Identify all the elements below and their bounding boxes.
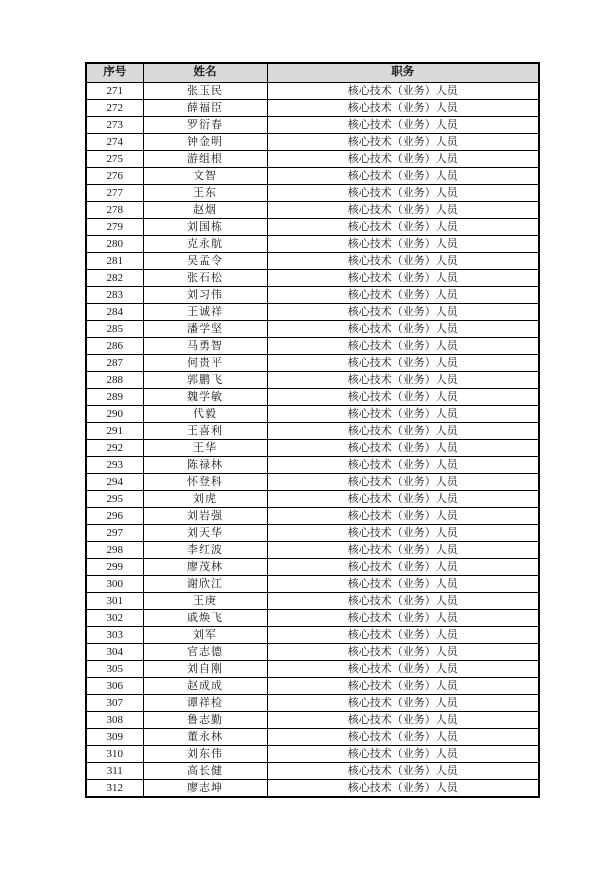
table-row bbox=[86, 678, 539, 695]
table-row bbox=[86, 253, 539, 270]
position-cell: 核心技术（业务）人员 bbox=[267, 83, 539, 100]
position-cell: 核心技术（业务）人员 bbox=[267, 389, 539, 406]
table-row bbox=[86, 100, 539, 117]
name-cell: 高长健 bbox=[143, 763, 267, 780]
position-cell: 核心技术（业务）人员 bbox=[267, 508, 539, 525]
name-cell: 张玉民 bbox=[143, 83, 267, 100]
table-row bbox=[86, 304, 539, 321]
table-row bbox=[86, 202, 539, 219]
table-row bbox=[86, 593, 539, 610]
table-row bbox=[86, 372, 539, 389]
table-row bbox=[86, 559, 539, 576]
serial-number-cell: 303 bbox=[86, 627, 143, 644]
table-header-row bbox=[86, 63, 539, 83]
name-cell: 王诚祥 bbox=[143, 304, 267, 321]
serial-number-cell: 291 bbox=[86, 423, 143, 440]
serial-number-cell: 281 bbox=[86, 253, 143, 270]
table-row bbox=[86, 661, 539, 678]
serial-number-cell: 294 bbox=[86, 474, 143, 491]
name-cell: 潘学坚 bbox=[143, 321, 267, 338]
serial-number-cell: 299 bbox=[86, 559, 143, 576]
name-cell: 王东 bbox=[143, 185, 267, 202]
name-cell: 戚焕飞 bbox=[143, 610, 267, 627]
serial-number-cell: 286 bbox=[86, 338, 143, 355]
table-row bbox=[86, 338, 539, 355]
name-cell: 郭鹏飞 bbox=[143, 372, 267, 389]
name-cell: 文智 bbox=[143, 168, 267, 185]
name-cell: 王华 bbox=[143, 440, 267, 457]
position-cell: 核心技术（业务）人员 bbox=[267, 661, 539, 678]
position-cell: 核心技术（业务）人员 bbox=[267, 440, 539, 457]
serial-number-cell: 289 bbox=[86, 389, 143, 406]
table-row bbox=[86, 117, 539, 134]
position-cell: 核心技术（业务）人员 bbox=[267, 117, 539, 134]
table-row bbox=[86, 491, 539, 508]
table-row bbox=[86, 763, 539, 780]
name-cell: 鲁志勤 bbox=[143, 712, 267, 729]
name-cell: 官志德 bbox=[143, 644, 267, 661]
column-header-serial-number: 序号 bbox=[86, 63, 143, 83]
table-row bbox=[86, 712, 539, 729]
name-cell: 王庚 bbox=[143, 593, 267, 610]
name-cell: 刘岩强 bbox=[143, 508, 267, 525]
name-cell: 代毅 bbox=[143, 406, 267, 423]
name-cell: 李红波 bbox=[143, 542, 267, 559]
position-cell: 核心技术（业务）人员 bbox=[267, 304, 539, 321]
name-cell: 刘东伟 bbox=[143, 746, 267, 763]
name-cell: 何贵平 bbox=[143, 355, 267, 372]
position-cell: 核心技术（业务）人员 bbox=[267, 202, 539, 219]
name-cell: 赵烟 bbox=[143, 202, 267, 219]
position-cell: 核心技术（业务）人员 bbox=[267, 185, 539, 202]
serial-number-cell: 305 bbox=[86, 661, 143, 678]
name-cell: 刘天华 bbox=[143, 525, 267, 542]
serial-number-cell: 282 bbox=[86, 270, 143, 287]
serial-number-cell: 279 bbox=[86, 219, 143, 236]
serial-number-cell: 285 bbox=[86, 321, 143, 338]
serial-number-cell: 283 bbox=[86, 287, 143, 304]
table-row bbox=[86, 151, 539, 168]
table-row bbox=[86, 406, 539, 423]
name-cell: 吴孟令 bbox=[143, 253, 267, 270]
table-row bbox=[86, 83, 539, 100]
name-cell: 刘国栋 bbox=[143, 219, 267, 236]
serial-number-cell: 301 bbox=[86, 593, 143, 610]
name-cell: 钟金明 bbox=[143, 134, 267, 151]
table-row bbox=[86, 440, 539, 457]
table-row bbox=[86, 423, 539, 440]
position-cell: 核心技术（业务）人员 bbox=[267, 287, 539, 304]
table-row bbox=[86, 780, 539, 798]
serial-number-cell: 295 bbox=[86, 491, 143, 508]
position-cell: 核心技术（业务）人员 bbox=[267, 491, 539, 508]
position-cell: 核心技术（业务）人员 bbox=[267, 695, 539, 712]
table-row bbox=[86, 508, 539, 525]
serial-number-cell: 288 bbox=[86, 372, 143, 389]
position-cell: 核心技术（业务）人员 bbox=[267, 763, 539, 780]
serial-number-cell: 300 bbox=[86, 576, 143, 593]
position-cell: 核心技术（业务）人员 bbox=[267, 134, 539, 151]
position-cell: 核心技术（业务）人员 bbox=[267, 406, 539, 423]
name-cell: 刘自刚 bbox=[143, 661, 267, 678]
table-row bbox=[86, 525, 539, 542]
serial-number-cell: 272 bbox=[86, 100, 143, 117]
position-cell: 核心技术（业务）人员 bbox=[267, 729, 539, 746]
serial-number-cell: 307 bbox=[86, 695, 143, 712]
name-cell: 谢欣江 bbox=[143, 576, 267, 593]
serial-number-cell: 306 bbox=[86, 678, 143, 695]
serial-number-cell: 311 bbox=[86, 763, 143, 780]
table-row bbox=[86, 695, 539, 712]
name-cell: 游组根 bbox=[143, 151, 267, 168]
table-row bbox=[86, 627, 539, 644]
column-header-name: 姓名 bbox=[143, 63, 267, 83]
table-row bbox=[86, 134, 539, 151]
name-cell: 薛福臣 bbox=[143, 100, 267, 117]
table-row bbox=[86, 185, 539, 202]
table-row bbox=[86, 610, 539, 627]
serial-number-cell: 312 bbox=[86, 780, 143, 798]
serial-number-cell: 278 bbox=[86, 202, 143, 219]
table-row bbox=[86, 576, 539, 593]
table-row bbox=[86, 236, 539, 253]
name-cell: 罗衍春 bbox=[143, 117, 267, 134]
name-cell: 廖志坤 bbox=[143, 780, 267, 798]
table-row bbox=[86, 287, 539, 304]
table-row bbox=[86, 168, 539, 185]
position-cell: 核心技术（业务）人员 bbox=[267, 338, 539, 355]
serial-number-cell: 309 bbox=[86, 729, 143, 746]
position-cell: 核心技术（业务）人员 bbox=[267, 253, 539, 270]
name-cell: 刘虎 bbox=[143, 491, 267, 508]
table-body bbox=[86, 83, 539, 798]
serial-number-cell: 277 bbox=[86, 185, 143, 202]
table-row bbox=[86, 746, 539, 763]
table-row bbox=[86, 457, 539, 474]
position-cell: 核心技术（业务）人员 bbox=[267, 151, 539, 168]
serial-number-cell: 298 bbox=[86, 542, 143, 559]
table-row bbox=[86, 355, 539, 372]
position-cell: 核心技术（业务）人员 bbox=[267, 423, 539, 440]
position-cell: 核心技术（业务）人员 bbox=[267, 627, 539, 644]
serial-number-cell: 284 bbox=[86, 304, 143, 321]
name-cell: 赵成成 bbox=[143, 678, 267, 695]
serial-number-cell: 304 bbox=[86, 644, 143, 661]
position-cell: 核心技术（业务）人员 bbox=[267, 236, 539, 253]
name-cell: 董永林 bbox=[143, 729, 267, 746]
position-cell: 核心技术（业务）人员 bbox=[267, 542, 539, 559]
name-cell: 廖茂林 bbox=[143, 559, 267, 576]
table-row bbox=[86, 542, 539, 559]
name-cell: 马勇智 bbox=[143, 338, 267, 355]
position-cell: 核心技术（业务）人员 bbox=[267, 219, 539, 236]
position-cell: 核心技术（业务）人员 bbox=[267, 678, 539, 695]
serial-number-cell: 275 bbox=[86, 151, 143, 168]
position-cell: 核心技术（业务）人员 bbox=[267, 100, 539, 117]
table-row bbox=[86, 270, 539, 287]
table-row bbox=[86, 729, 539, 746]
position-cell: 核心技术（业务）人员 bbox=[267, 712, 539, 729]
position-cell: 核心技术（业务）人员 bbox=[267, 644, 539, 661]
serial-number-cell: 308 bbox=[86, 712, 143, 729]
position-cell: 核心技术（业务）人员 bbox=[267, 559, 539, 576]
table-row bbox=[86, 219, 539, 236]
position-cell: 核心技术（业务）人员 bbox=[267, 610, 539, 627]
table-row bbox=[86, 321, 539, 338]
serial-number-cell: 287 bbox=[86, 355, 143, 372]
name-cell: 谭祥检 bbox=[143, 695, 267, 712]
position-cell: 核心技术（业务）人员 bbox=[267, 746, 539, 763]
column-header-position: 职务 bbox=[267, 63, 539, 83]
serial-number-cell: 274 bbox=[86, 134, 143, 151]
position-cell: 核心技术（业务）人员 bbox=[267, 168, 539, 185]
serial-number-cell: 292 bbox=[86, 440, 143, 457]
position-cell: 核心技术（业务）人员 bbox=[267, 525, 539, 542]
name-cell: 魏学敏 bbox=[143, 389, 267, 406]
table-row bbox=[86, 644, 539, 661]
position-cell: 核心技术（业务）人员 bbox=[267, 270, 539, 287]
position-cell: 核心技术（业务）人员 bbox=[267, 372, 539, 389]
name-cell: 刘习伟 bbox=[143, 287, 267, 304]
serial-number-cell: 293 bbox=[86, 457, 143, 474]
name-cell: 怀登科 bbox=[143, 474, 267, 491]
position-cell: 核心技术（业务）人员 bbox=[267, 593, 539, 610]
position-cell: 核心技术（业务）人员 bbox=[267, 780, 539, 798]
personnel-table bbox=[85, 62, 540, 798]
name-cell: 克永航 bbox=[143, 236, 267, 253]
table-row bbox=[86, 389, 539, 406]
position-cell: 核心技术（业务）人员 bbox=[267, 321, 539, 338]
position-cell: 核心技术（业务）人员 bbox=[267, 457, 539, 474]
serial-number-cell: 271 bbox=[86, 83, 143, 100]
serial-number-cell: 276 bbox=[86, 168, 143, 185]
serial-number-cell: 280 bbox=[86, 236, 143, 253]
name-cell: 陈禄林 bbox=[143, 457, 267, 474]
name-cell: 刘军 bbox=[143, 627, 267, 644]
serial-number-cell: 273 bbox=[86, 117, 143, 134]
serial-number-cell: 290 bbox=[86, 406, 143, 423]
serial-number-cell: 310 bbox=[86, 746, 143, 763]
serial-number-cell: 297 bbox=[86, 525, 143, 542]
position-cell: 核心技术（业务）人员 bbox=[267, 576, 539, 593]
name-cell: 王喜利 bbox=[143, 423, 267, 440]
position-cell: 核心技术（业务）人员 bbox=[267, 474, 539, 491]
table-row bbox=[86, 474, 539, 491]
position-cell: 核心技术（业务）人员 bbox=[267, 355, 539, 372]
serial-number-cell: 302 bbox=[86, 610, 143, 627]
serial-number-cell: 296 bbox=[86, 508, 143, 525]
name-cell: 张石松 bbox=[143, 270, 267, 287]
